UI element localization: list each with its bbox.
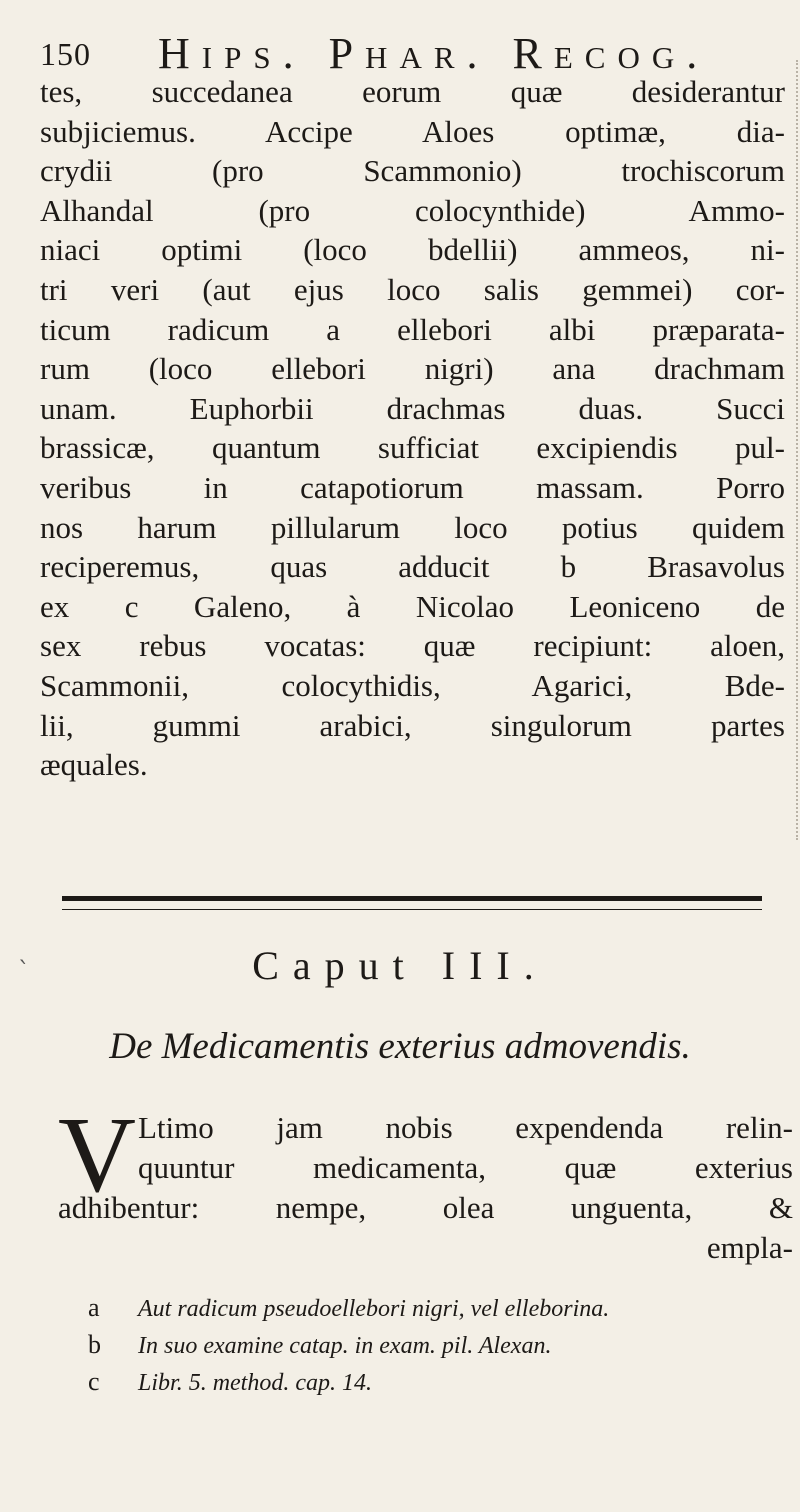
page-number: 150 [40, 36, 91, 72]
text-line: veribus in catapotiorum massam. Porro [40, 469, 785, 505]
text-line: quuntur medicamenta, quæ exterius [138, 1150, 793, 1185]
footnote [88, 1327, 788, 1364]
text-line: Scammonii, colocythidis, Agarici, Bde- [40, 667, 785, 703]
text-line: Ltimo jam nobis expendenda relin- [138, 1110, 793, 1145]
chapter-subtitle: De Medicamentis exterius admovendis. [109, 1026, 691, 1067]
section-rule [62, 896, 762, 910]
margin-mark: ˋ [18, 957, 30, 985]
footnote-text: Aut radicum pseudoellebori nigri, vel elleborina. [138, 1296, 610, 1322]
text-line: unam. Euphorbii drachmas duas. Succi [40, 390, 785, 426]
text-line: ex c Galeno, à Nicolao Leoniceno de [40, 588, 785, 624]
text-line: brassicæ, quantum sufficiat excipiendis pul- [40, 430, 785, 466]
footnote-mark: a [88, 1293, 100, 1322]
text-line: sex rebus vocatas: quæ recipiunt: aloen, [40, 628, 785, 664]
footnote-mark: b [88, 1330, 101, 1359]
text-line: reciperemus, quas adducit b Brasavolus [40, 549, 785, 585]
text-line: tri veri (aut ejus loco salis gemmei) cor- [40, 271, 785, 307]
chapter-paragraph [58, 1108, 793, 1268]
text-line: tes, succedanea eorum quæ desiderantur [40, 74, 785, 109]
text-line: subjiciemus. Accipe Aloes optimæ, dia- [40, 113, 785, 149]
page-edge-shadow [786, 60, 798, 840]
text-line: adhibentur: nempe, olea unguenta, & [58, 1190, 793, 1225]
footnote-mark: c [88, 1367, 100, 1396]
body-text [40, 72, 785, 785]
text-line: æquales. [40, 747, 148, 783]
footnote [88, 1364, 788, 1401]
running-title: Hips. Phar. Recog. [158, 29, 710, 78]
text-line: ticum radicum a ellebori albi præparata- [40, 311, 785, 347]
page-header [40, 24, 740, 76]
text-line: niaci optimi (loco bdellii) ammeos, ni- [40, 232, 785, 268]
chapter-heading: Caput III. [252, 943, 548, 988]
text-line: Alhandal (pro colocynthide) Ammo- [40, 192, 785, 228]
footnotes [88, 1290, 788, 1401]
text-line: rum (loco ellebori nigri) ana drachmam [40, 351, 785, 387]
footnote-text: Libr. 5. method. cap. 14. [138, 1370, 372, 1396]
drop-cap-initial: V [58, 1096, 136, 1215]
catchword: empla- [706, 1230, 793, 1265]
text-line: crydii (pro Scammonio) trochiscorum [40, 153, 785, 189]
footnote-text: In suo examine catap. in exam. pil. Alexan. [138, 1333, 552, 1359]
text-line: nos harum pillularum loco potius quidem [40, 509, 785, 545]
footnote [88, 1290, 788, 1327]
text-line: lii, gummi arabici, singulorum partes [40, 707, 785, 743]
